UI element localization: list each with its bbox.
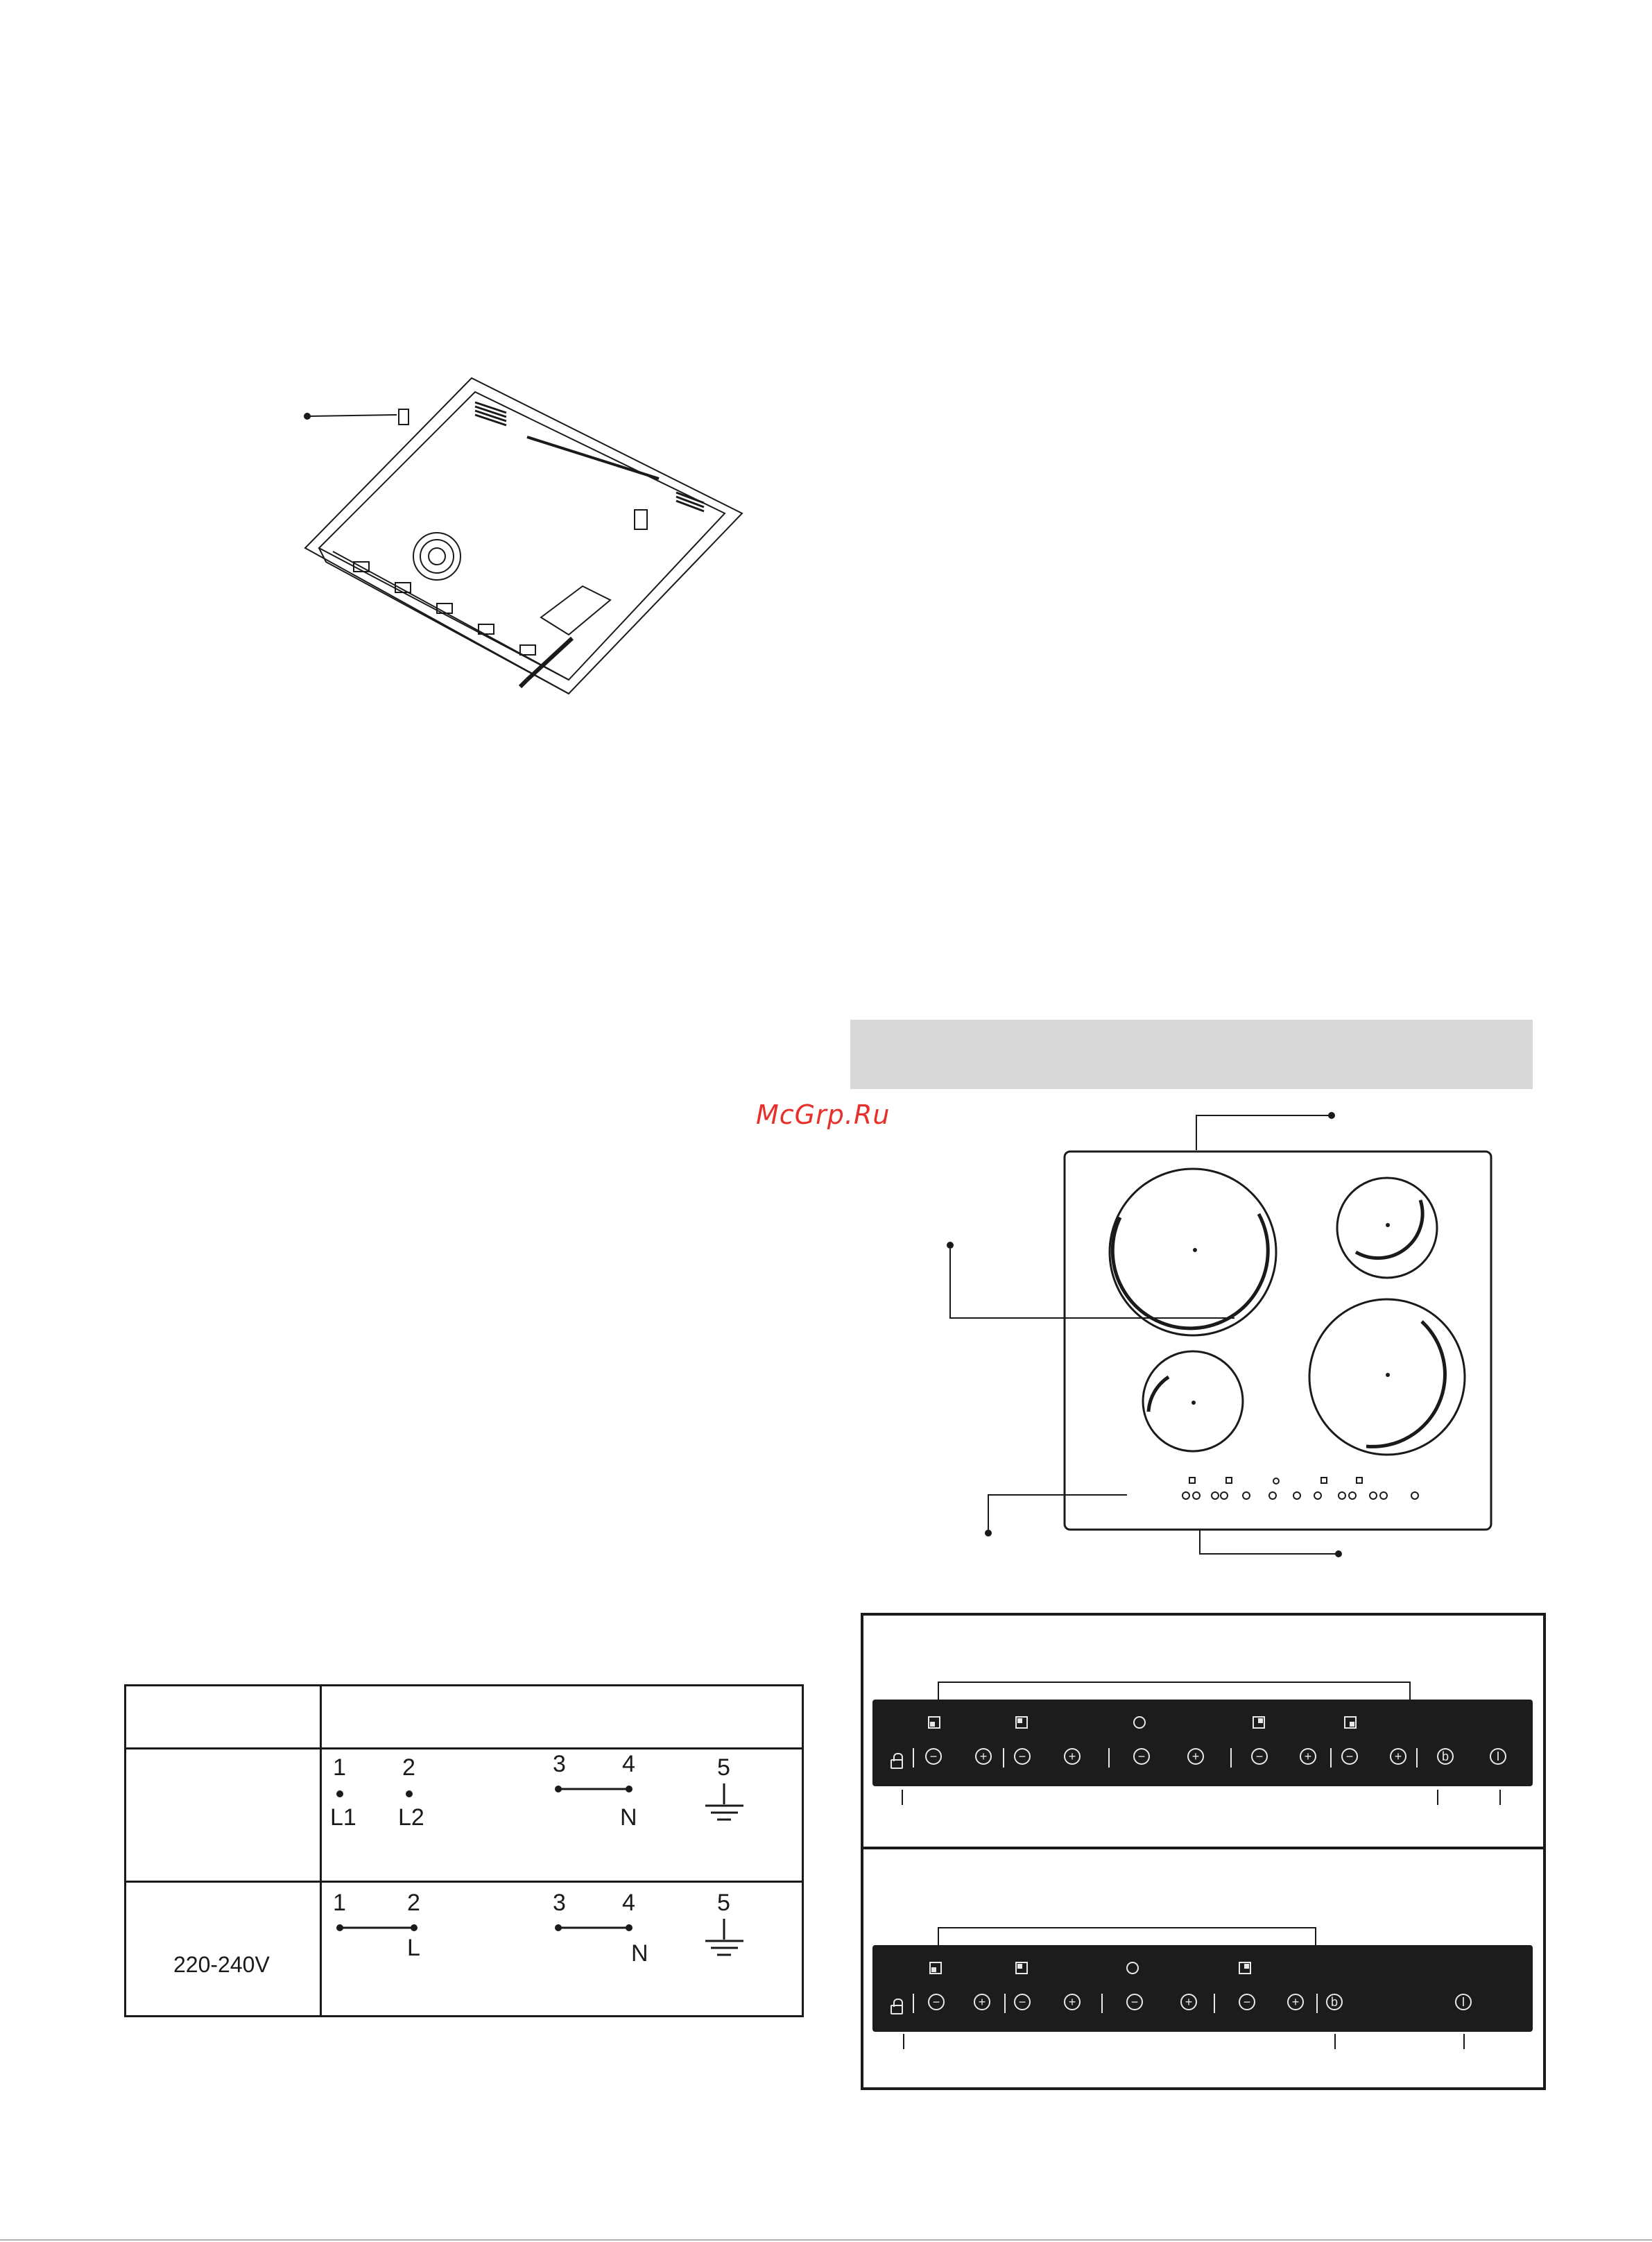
wire-label: N (631, 1940, 648, 1967)
power-icon[interactable]: I (1455, 1994, 1472, 2010)
zone-indicator-icon (1015, 1716, 1028, 1729)
zone3-minus-button[interactable]: − (1239, 1994, 1255, 2010)
wiring-connection-table (124, 1684, 804, 2017)
terminal-number: 2 (402, 1754, 415, 1781)
terminal-number: 5 (717, 1890, 730, 1916)
wiring-lines (126, 1686, 806, 2019)
callout-tick (902, 1790, 903, 1805)
control-strip-4-zone (872, 1700, 1533, 1786)
separator (1108, 1748, 1110, 1768)
power-icon[interactable]: I (1490, 1748, 1506, 1765)
timer-plus-button[interactable]: + (1180, 1994, 1197, 2010)
callout-tick (1334, 2034, 1336, 2049)
boost-icon[interactable]: b (1326, 1994, 1343, 2010)
wire-label: L2 (398, 1804, 424, 1831)
cooking-zone-small-right (1337, 1178, 1437, 1278)
zone-indicator-icon (1239, 1962, 1251, 1974)
zone4-minus-button[interactable]: − (1341, 1748, 1358, 1765)
separator (1330, 1748, 1332, 1768)
callout-tick (1437, 1790, 1438, 1805)
wire-label: L1 (330, 1804, 356, 1831)
terminal-number: 4 (622, 1890, 635, 1916)
lock-icon[interactable] (890, 1759, 903, 1769)
zone4-plus-button[interactable]: + (1390, 1748, 1406, 1765)
supply-voltage: 220-240V (173, 1952, 270, 1977)
separator (913, 1994, 914, 2013)
callout-tick (1463, 2034, 1465, 2049)
hob-glass-outline (1065, 1152, 1491, 1530)
terminal-number: 1 (333, 1890, 346, 1916)
terminal-number: 3 (553, 1890, 566, 1916)
separator (1003, 1748, 1004, 1768)
zone-indicator-icon (1015, 1962, 1028, 1974)
zone2-minus-button[interactable]: − (1014, 1994, 1031, 2010)
lock-icon[interactable] (890, 2005, 903, 2014)
zone-indicator-icon (929, 1962, 942, 1974)
terminal-number: 1 (333, 1754, 346, 1781)
terminal-number: 2 (407, 1890, 420, 1916)
boost-icon[interactable]: b (1437, 1748, 1454, 1765)
zone3-plus-button[interactable]: + (1287, 1994, 1304, 2010)
timer-plus-button[interactable]: + (1187, 1748, 1204, 1765)
wire-label: N (620, 1804, 637, 1831)
zone-selector-bracket (938, 1682, 1411, 1701)
zone2-minus-button[interactable]: − (1014, 1748, 1031, 1765)
separator (1416, 1748, 1418, 1768)
earth-ground-icon (705, 1783, 743, 1820)
separator (1316, 1994, 1318, 2013)
zone1-minus-button[interactable]: − (928, 1994, 945, 2010)
hob-underside-illustration (298, 375, 749, 701)
zone3-minus-button[interactable]: − (1251, 1748, 1268, 1765)
zone1-plus-button[interactable]: + (974, 1994, 990, 2010)
zone-indicator-icon (928, 1716, 940, 1729)
zone2-plus-button[interactable]: + (1064, 1748, 1081, 1765)
timer-icon (1126, 1962, 1139, 1974)
separator (1004, 1994, 1006, 2013)
timer-icon (1133, 1716, 1146, 1729)
control-strip-3-zone (872, 1945, 1533, 2032)
hob-top-view-diagram (943, 1103, 1498, 1561)
callout-tick (1499, 1790, 1501, 1805)
terminal-number: 5 (717, 1754, 730, 1781)
section-header-bar (850, 1020, 1533, 1089)
zone-indicator-icon (1344, 1716, 1357, 1729)
separator (1230, 1748, 1232, 1768)
zone2-plus-button[interactable]: + (1064, 1994, 1081, 2010)
page-bottom-rule (0, 2239, 1652, 2241)
zone1-plus-button[interactable]: + (975, 1748, 992, 1765)
cooking-zone-xl-right (1309, 1299, 1465, 1455)
wire-label: L (407, 1935, 420, 1961)
callout-tick (903, 2034, 904, 2049)
panel-variant-divider (861, 1847, 1546, 1849)
earth-ground-icon (705, 1919, 743, 1955)
timer-minus-button[interactable]: − (1133, 1748, 1150, 1765)
separator (913, 1748, 914, 1768)
separator (1101, 1994, 1103, 2013)
timer-minus-button[interactable]: − (1126, 1994, 1143, 2010)
separator (1214, 1994, 1215, 2013)
zone3-plus-button[interactable]: + (1300, 1748, 1316, 1765)
terminal-number: 3 (553, 1751, 566, 1777)
zone-indicator-icon (1253, 1716, 1265, 1729)
zone1-minus-button[interactable]: − (925, 1748, 942, 1765)
watermark: McGrp.Ru (756, 1099, 890, 1130)
zone-selector-bracket (938, 1927, 1316, 1946)
terminal-number: 4 (622, 1751, 635, 1777)
cooking-zone-large-left (1110, 1169, 1276, 1335)
